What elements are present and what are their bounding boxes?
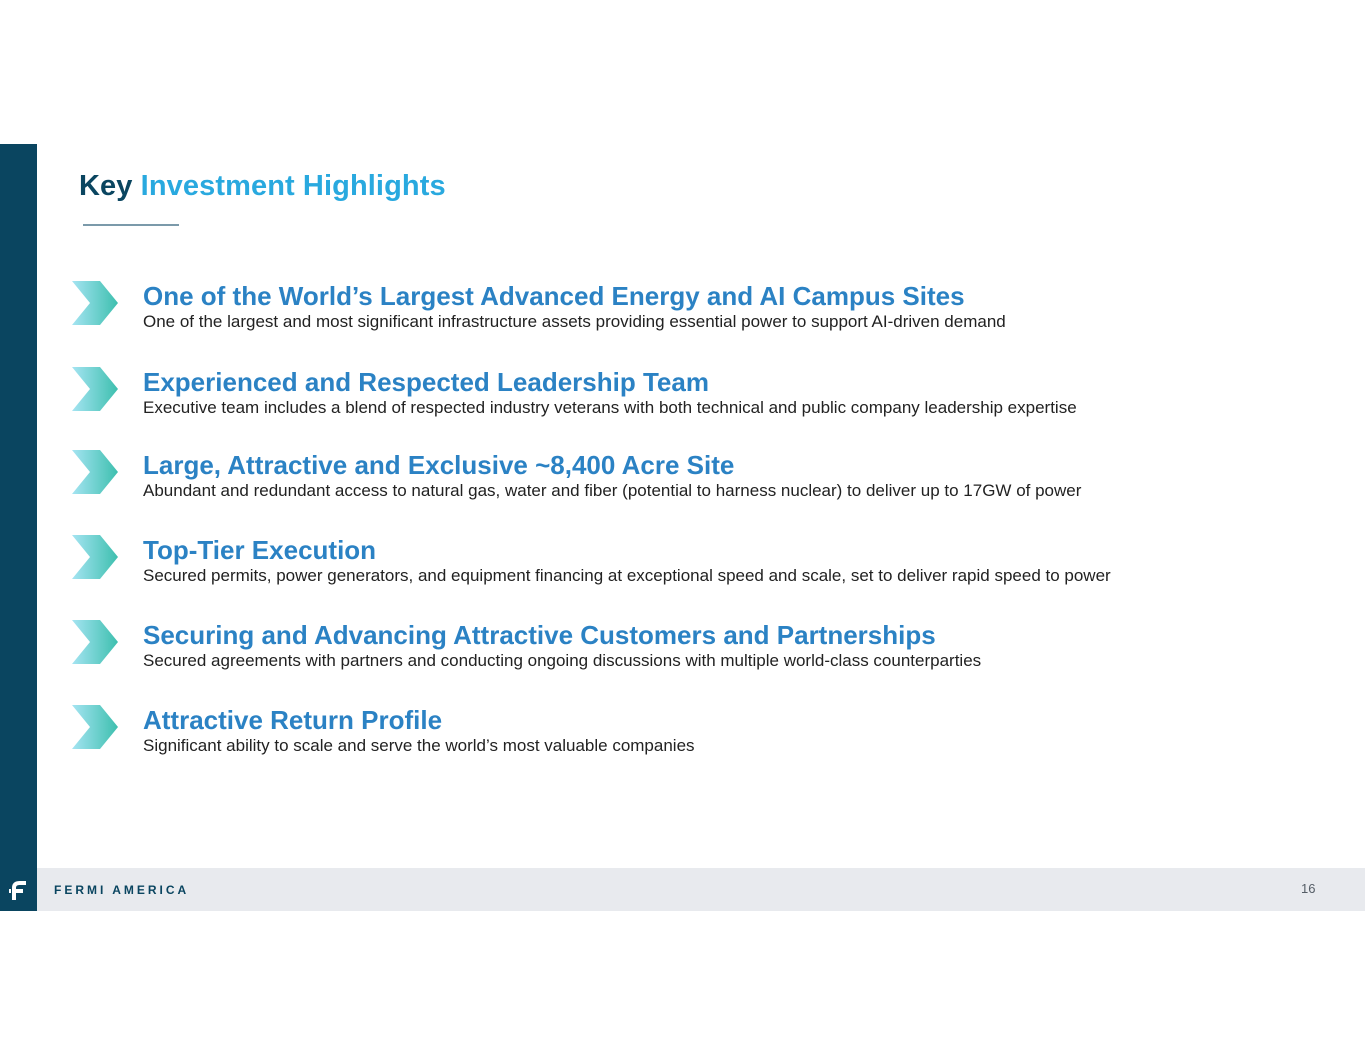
highlight-title: Attractive Return Profile	[143, 705, 443, 735]
highlight-item	[0, 450, 1365, 510]
highlight-title: Large, Attractive and Exclusive ~8,400 Acre Site	[143, 450, 735, 480]
highlight-title: Experienced and Respected Leadership Team	[143, 367, 709, 397]
highlight-description: Abundant and redundant access to natural gas, water and fiber (potential to harness nuclear) to deliver up to 17GW of power	[143, 481, 1082, 500]
chevron-icon	[72, 367, 118, 411]
highlight-description: One of the largest and most significant infrastructure assets providing essential power to support AI-driven demand	[143, 312, 1006, 331]
highlight-description: Significant ability to scale and serve the world’s most valuable companies	[143, 736, 695, 755]
highlight-item	[0, 367, 1365, 427]
chevron-icon	[72, 705, 118, 749]
chevron-icon	[72, 535, 118, 579]
footer-brand: FERMI AMERICA	[54, 883, 190, 897]
highlight-item	[0, 535, 1365, 595]
highlight-item	[0, 281, 1365, 341]
highlight-description: Secured permits, power generators, and equipment financing at exceptional speed and scale, set to deliver rapid speed to power	[143, 566, 1111, 585]
chevron-icon	[72, 450, 118, 494]
title-highlight: Investment Highlights	[140, 170, 446, 202]
chevron-icon	[72, 620, 118, 664]
title-key: Key	[79, 170, 133, 202]
highlight-description: Secured agreements with partners and conducting ongoing discussions with multiple world-class counterparties	[143, 651, 982, 670]
footer-logo-box	[0, 868, 37, 911]
chevron-icon	[72, 281, 118, 325]
title-underline	[83, 224, 179, 226]
left-accent-bar	[0, 144, 37, 911]
highlight-title: Securing and Advancing Attractive Customers and Partnerships	[143, 620, 936, 650]
highlight-title: One of the World’s Largest Advanced Energy and AI Campus Sites	[143, 281, 965, 311]
footer-bar	[0, 868, 1365, 911]
highlight-item	[0, 620, 1365, 680]
highlight-title: Top-Tier Execution	[143, 535, 377, 565]
fermi-logo-icon	[9, 880, 27, 900]
page-number: 16	[1301, 881, 1316, 896]
highlight-description: Executive team includes a blend of respected industry veterans with both technical and public company leadership expertise	[143, 398, 1077, 417]
highlight-item	[0, 705, 1365, 765]
page-title	[79, 170, 446, 203]
